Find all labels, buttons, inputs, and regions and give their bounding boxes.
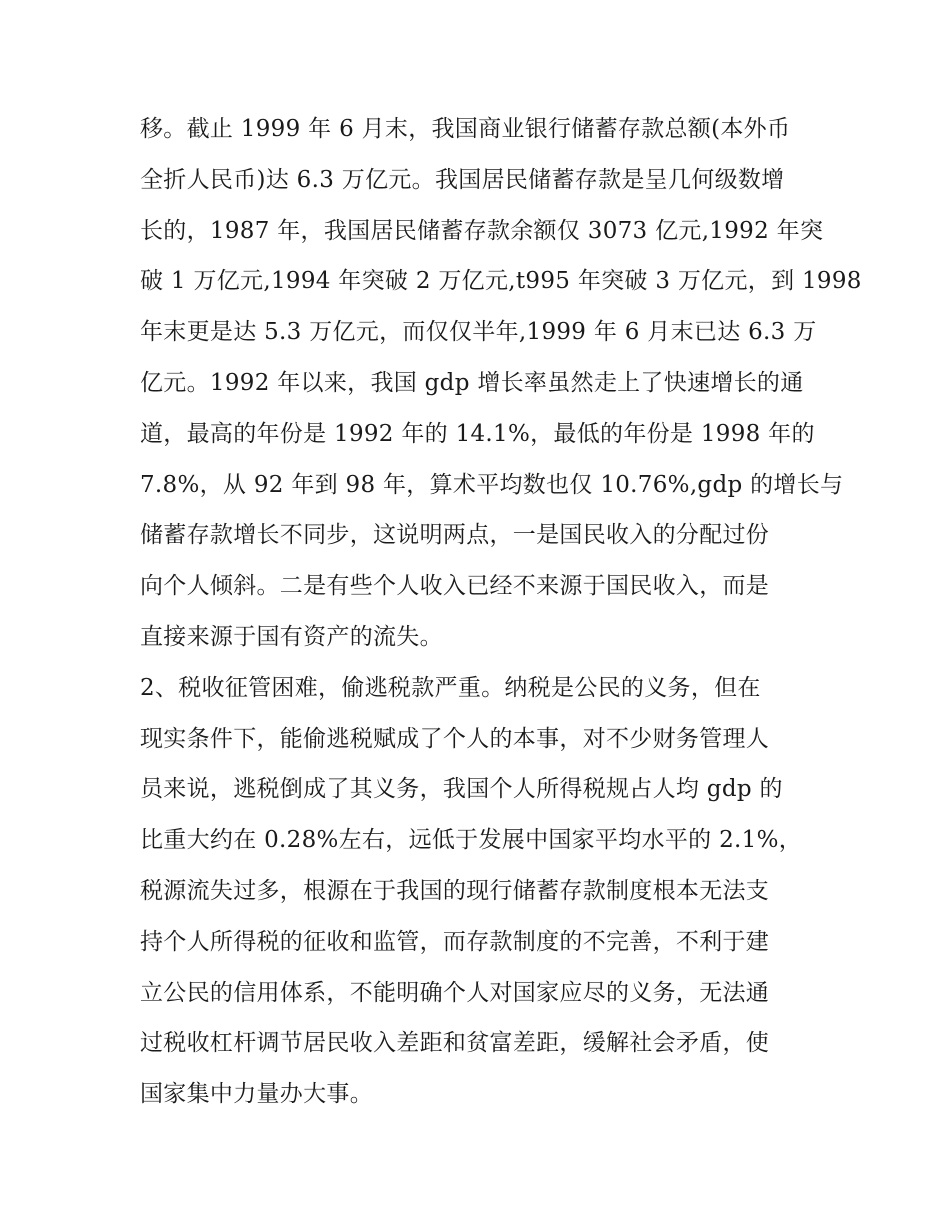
text-line: 长的，1987 年，我国居民储蓄存款余额仅 3073 亿元,1992 年突 (140, 217, 824, 244)
text-line: 向个人倾斜。二是有些个人收入已经不来源于国民收入，而是 (140, 573, 770, 600)
text-line: 亿元。1992 年以来，我国 gdp 增长率虽然走上了快速增长的通 (140, 369, 804, 396)
text-line: 直接来源于国有资产的流失。 (140, 623, 443, 650)
text-line: 员来说，逃税倒成了其义务，我国个人所得税规占人均 gdp 的 (140, 776, 783, 803)
text-line: 过税收杠杆调节居民收入差距和贫富差距，缓解社会矛盾，使 (140, 1030, 770, 1057)
text-line: 破 1 万亿元,1994 年突破 2 万亿元,t995 年突破 3 万亿元，到 1998 (140, 268, 862, 295)
body-text (140, 104, 862, 1120)
text-line: 7.8%，从 92 年到 98 年，算术平均数也仅 10.76%,gdp 的增长与 (140, 471, 844, 498)
text-line: 国家集中力量办大事。 (140, 1081, 373, 1108)
section-heading-line: 2、税收征管困难，偷逃税款严重。纳税是公民的义务，但在 (140, 674, 761, 701)
text-line: 移。截止 1999 年 6 月末，我国商业银行储蓄存款总额(本外币 (140, 116, 791, 142)
text-line: 持个人所得税的征收和监管，而存款制度的不完善，不利于建 (140, 928, 770, 955)
text-line: 比重大约在 0.28%左右，远低于发展中国家平均水平的 2.1%， (140, 827, 803, 854)
text-line: 税源流失过多，根源在于我国的现行储蓄存款制度根本无法支 (140, 877, 770, 904)
text-line: 立公民的信用体系，不能明确个人对国家应尽的义务，无法通 (140, 979, 770, 1006)
text-line: 现实条件下，能偷逃税赋成了个人的本事，对不少财务管理人 (140, 725, 770, 752)
text-line: 全折人民币)达 6.3 万亿元。我国居民储蓄存款是呈几何级数增 (140, 166, 785, 193)
text-line: 年末更是达 5.3 万亿元，而仅仅半年,1999 年 6 月末已达 6.3 万 (140, 319, 817, 346)
text-line: 储蓄存款增长不同步，这说明两点，一是国民收入的分配过份 (140, 522, 770, 549)
text-line: 道，最高的年份是 1992 年的 14.1%，最低的年份是 1998 年的 (140, 420, 815, 447)
